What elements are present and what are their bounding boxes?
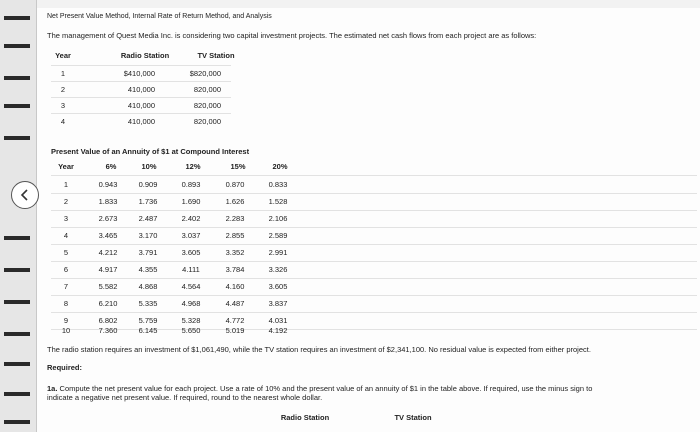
annuity-factor: 0.909 bbox=[138, 180, 158, 189]
annuity-header-rate: 12% bbox=[185, 162, 201, 171]
cashflow-radio-value: 410,000 bbox=[127, 101, 155, 110]
sidebar-marker bbox=[4, 332, 30, 336]
sidebar-marker bbox=[4, 268, 30, 272]
sidebar-marker bbox=[4, 16, 30, 20]
annuity-factor: 3.465 bbox=[98, 231, 118, 240]
sidebar-marker bbox=[4, 236, 30, 240]
annuity-year: 8 bbox=[63, 299, 69, 308]
row-divider bbox=[51, 295, 697, 296]
annuity-factor: 4.031 bbox=[268, 316, 288, 325]
annuity-factor: 1.833 bbox=[98, 197, 118, 206]
annuity-header-year: Year bbox=[58, 162, 74, 171]
annuity-factor: 2.673 bbox=[98, 214, 118, 223]
cashflow-year: 3 bbox=[60, 101, 66, 110]
annuity-factor: 0.943 bbox=[98, 180, 118, 189]
annuity-factor: 3.352 bbox=[225, 248, 245, 257]
annuity-year: 4 bbox=[63, 231, 69, 240]
annuity-factor: 1.528 bbox=[268, 197, 288, 206]
page-title: Net Present Value Method, Internal Rate of Return Method, and Analysis bbox=[47, 13, 272, 20]
cashflow-radio-value: 410,000 bbox=[127, 117, 155, 126]
annuity-table-title: Present Value of an Annuity of $1 at Compound Interest bbox=[51, 147, 250, 156]
annuity-factor: 1.736 bbox=[138, 197, 158, 206]
annuity-header-rate: 15% bbox=[230, 162, 246, 171]
annuity-factor: 5.650 bbox=[181, 326, 201, 335]
cashflow-tv-value: $820,000 bbox=[189, 69, 221, 78]
cashflow-header-year: Year bbox=[55, 51, 71, 60]
row-divider bbox=[51, 81, 231, 82]
sidebar-marker bbox=[4, 76, 30, 80]
row-divider bbox=[51, 193, 697, 194]
row-divider bbox=[51, 244, 697, 245]
annuity-factor: 1.690 bbox=[181, 197, 201, 206]
annuity-factor: 3.605 bbox=[268, 282, 288, 291]
annuity-factor: 5.328 bbox=[181, 316, 201, 325]
row-divider bbox=[51, 97, 231, 98]
annuity-header-rate: 20% bbox=[272, 162, 288, 171]
left-sidebar bbox=[0, 0, 36, 432]
annuity-factor: 4.968 bbox=[181, 299, 201, 308]
row-divider bbox=[51, 175, 697, 176]
row-divider bbox=[51, 278, 697, 279]
annuity-factor: 6.802 bbox=[98, 316, 118, 325]
annuity-factor: 4.487 bbox=[225, 299, 245, 308]
annuity-year: 10 bbox=[61, 326, 71, 335]
annuity-factor: 0.893 bbox=[181, 180, 201, 189]
cashflow-year: 1 bbox=[60, 69, 66, 78]
annuity-year: 2 bbox=[63, 197, 69, 206]
annuity-factor: 6.210 bbox=[98, 299, 118, 308]
annuity-header-rate: 6% bbox=[105, 162, 117, 171]
required-label: Required: bbox=[47, 363, 83, 372]
annuity-factor: 3.784 bbox=[225, 265, 245, 274]
row-divider bbox=[51, 65, 231, 66]
sidebar-marker bbox=[4, 104, 30, 108]
annuity-factor: 4.917 bbox=[98, 265, 118, 274]
row-divider bbox=[51, 113, 231, 114]
annuity-year: 1 bbox=[63, 180, 69, 189]
annuity-year: 7 bbox=[63, 282, 69, 291]
sidebar-marker bbox=[4, 420, 30, 424]
annuity-factor: 4.111 bbox=[182, 265, 200, 274]
annuity-factor: 3.037 bbox=[181, 231, 201, 240]
annuity-factor: 4.772 bbox=[225, 316, 245, 325]
annuity-factor: 2.991 bbox=[268, 248, 288, 257]
annuity-factor: 1.626 bbox=[225, 197, 245, 206]
cashflow-radio-value: $410,000 bbox=[123, 69, 155, 78]
question-panel bbox=[36, 0, 700, 432]
sidebar-marker bbox=[4, 44, 30, 48]
cashflow-tv-value: 820,000 bbox=[193, 101, 221, 110]
annuity-year: 5 bbox=[63, 248, 69, 257]
annuity-factor: 2.589 bbox=[268, 231, 288, 240]
cashflow-header-radio: Radio Station bbox=[120, 51, 170, 60]
question-1a-text: Compute the net present value for each project. Use a rate of 10% and the present value of an annuity of $1 in the table above. If required, use the minus sign to bbox=[59, 384, 593, 393]
annuity-factor: 7.360 bbox=[98, 326, 118, 335]
annuity-factor: 0.870 bbox=[225, 180, 245, 189]
annuity-factor: 3.791 bbox=[138, 248, 158, 257]
annuity-factor: 0.833 bbox=[268, 180, 288, 189]
sidebar-marker bbox=[4, 300, 30, 304]
cashflow-tv-value: 820,000 bbox=[193, 117, 221, 126]
annuity-factor: 3.605 bbox=[181, 248, 201, 257]
sidebar-marker bbox=[4, 392, 30, 396]
annuity-factor: 6.145 bbox=[138, 326, 158, 335]
sidebar-marker bbox=[4, 362, 30, 366]
question-1a-label: 1a. bbox=[47, 384, 58, 393]
annuity-factor: 4.160 bbox=[225, 282, 245, 291]
annuity-year: 9 bbox=[63, 316, 69, 325]
cashflow-year: 2 bbox=[60, 85, 66, 94]
annuity-factor: 5.335 bbox=[138, 299, 158, 308]
annuity-factor: 5.759 bbox=[138, 316, 158, 325]
annuity-factor: 3.170 bbox=[138, 231, 158, 240]
annuity-factor: 5.582 bbox=[98, 282, 118, 291]
answer-header-tv: TV Station bbox=[394, 413, 432, 422]
cashflow-header-tv: TV Station bbox=[197, 51, 235, 60]
row-divider bbox=[51, 210, 697, 211]
annuity-factor: 2.487 bbox=[138, 214, 158, 223]
annuity-factor: 4.355 bbox=[138, 265, 158, 274]
annuity-factor: 2.283 bbox=[225, 214, 245, 223]
annuity-factor: 2.106 bbox=[268, 214, 288, 223]
row-divider bbox=[51, 227, 697, 228]
annuity-factor: 4.564 bbox=[181, 282, 201, 291]
annuity-factor: 4.212 bbox=[98, 248, 118, 257]
question-1a bbox=[47, 384, 592, 393]
row-divider bbox=[51, 261, 697, 262]
cashflow-year: 4 bbox=[60, 117, 66, 126]
answer-header-radio: Radio Station bbox=[280, 413, 330, 422]
annuity-factor: 2.855 bbox=[225, 231, 245, 240]
annuity-factor: 3.326 bbox=[268, 265, 288, 274]
annuity-year: 3 bbox=[63, 214, 69, 223]
annuity-factor: 3.837 bbox=[268, 299, 288, 308]
annuity-year: 6 bbox=[63, 265, 69, 274]
chevron-left-icon bbox=[18, 188, 32, 202]
annuity-factor: 4.868 bbox=[138, 282, 158, 291]
back-button[interactable] bbox=[11, 181, 39, 209]
sidebar-marker bbox=[4, 136, 30, 140]
cashflow-radio-value: 410,000 bbox=[127, 85, 155, 94]
question-1a-text-continued: indicate a negative net present value. If required, round to the nearest whole dollar. bbox=[47, 393, 323, 402]
annuity-factor: 5.019 bbox=[225, 326, 245, 335]
annuity-header-rate: 10% bbox=[141, 162, 157, 171]
investment-text: The radio station requires an investment of $1,061,490, while the TV station requires an investment of $2,341,100. No residual value is expected from either project. bbox=[47, 345, 591, 354]
row-divider bbox=[51, 312, 697, 313]
annuity-factor: 2.402 bbox=[181, 214, 201, 223]
annuity-factor: 4.192 bbox=[268, 326, 288, 335]
cashflow-tv-value: 820,000 bbox=[193, 85, 221, 94]
intro-text: The management of Quest Media Inc. is considering two capital investment projects. The estimated net cash flows from each project are as follows: bbox=[47, 31, 537, 40]
panel-top-bar bbox=[37, 0, 700, 8]
